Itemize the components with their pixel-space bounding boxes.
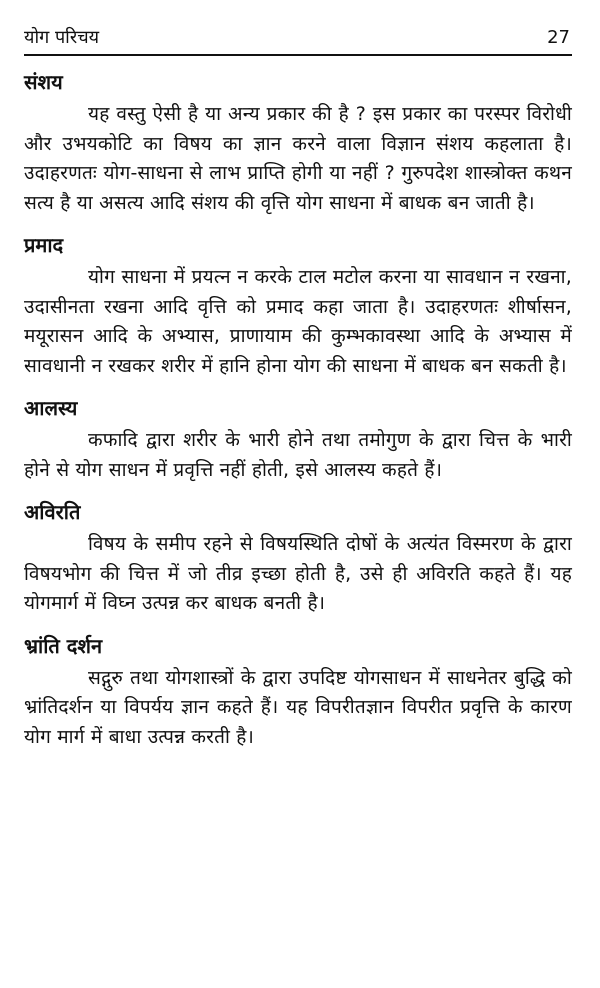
section-heading: भ्रांति दर्शन bbox=[24, 633, 103, 658]
section-samshaya bbox=[24, 66, 572, 218]
page-number: 27 bbox=[547, 27, 570, 48]
running-title: योग परिचय bbox=[24, 27, 100, 48]
section-pramad bbox=[24, 229, 572, 381]
section-paragraph: कफादि द्वारा शरीर के भारी होने तथा तमोगुण के द्वारा चित्त के भारी होने से योग साधन में प्रवृत्ति नहीं होती, इसे आलस्य कहते हैं। bbox=[24, 429, 572, 481]
section-bhranti-darshan bbox=[24, 630, 572, 753]
section-heading: संशय bbox=[24, 70, 63, 94]
section-heading: अविरति bbox=[24, 500, 81, 524]
section-avirati bbox=[24, 496, 572, 619]
section-heading: प्रमाद bbox=[24, 233, 64, 257]
section-alasya bbox=[24, 392, 572, 485]
section-paragraph: विषय के समीप रहने से विषयस्थिति दोषों के अत्यंत विस्मरण के द्वारा विषयभोग की चित्त में जो तीव्र इच्छा होती है, उसे ही अविरति कहते हैं। यह योगमार्ग में विघ्न उत्पन्न कर बाधक बनती है। bbox=[24, 533, 572, 614]
section-paragraph: सद्गुरु तथा योगशास्त्रों के द्वारा उपदिष्ट योगसाधन में साधनेतर बुद्धि को भ्रांतिदर्शन या विपर्यय ज्ञान कहते हैं। यह विपरीतज्ञान विपरीत प्रवृत्ति के कारण योग मार्ग में बाधा उत्पन्न करती है। bbox=[24, 666, 572, 748]
section-heading: आलस्य bbox=[24, 396, 78, 420]
page-content bbox=[24, 66, 572, 763]
section-paragraph: यह वस्तु ऐसी है या अन्य प्रकार की है ? इस प्रकार का परस्पर विरोधी और उभयकोटि का विषय का ज्ञान करने वाला विज्ञान संशय कहलाता है। उदाहरणतः योग-साधना से लाभ प्राप्ति होगी या नहीं ? गुरुपदेश शास्त्रोक्त कथन सत्य है या असत्य आदि संशय की वृत्ति योग साधना में बाधक बन जाती है। bbox=[24, 103, 572, 214]
section-paragraph: योग साधना में प्रयत्न न करके टाल मटोल करना या सावधान न रखना, उदासीनता रखना आदि वृत्ति को प्रमाद कहा जाता है। उदाहरणतः शीर्षासन, मयूरासन आदि के अभ्यास, प्राणायाम की कुम्भकावस्था आदि के अभ्यास में सावधानी न रखकर शरीर में हानि होना योग की साधना में बाधक बन सकती है। bbox=[24, 266, 572, 377]
page-header bbox=[24, 26, 572, 56]
